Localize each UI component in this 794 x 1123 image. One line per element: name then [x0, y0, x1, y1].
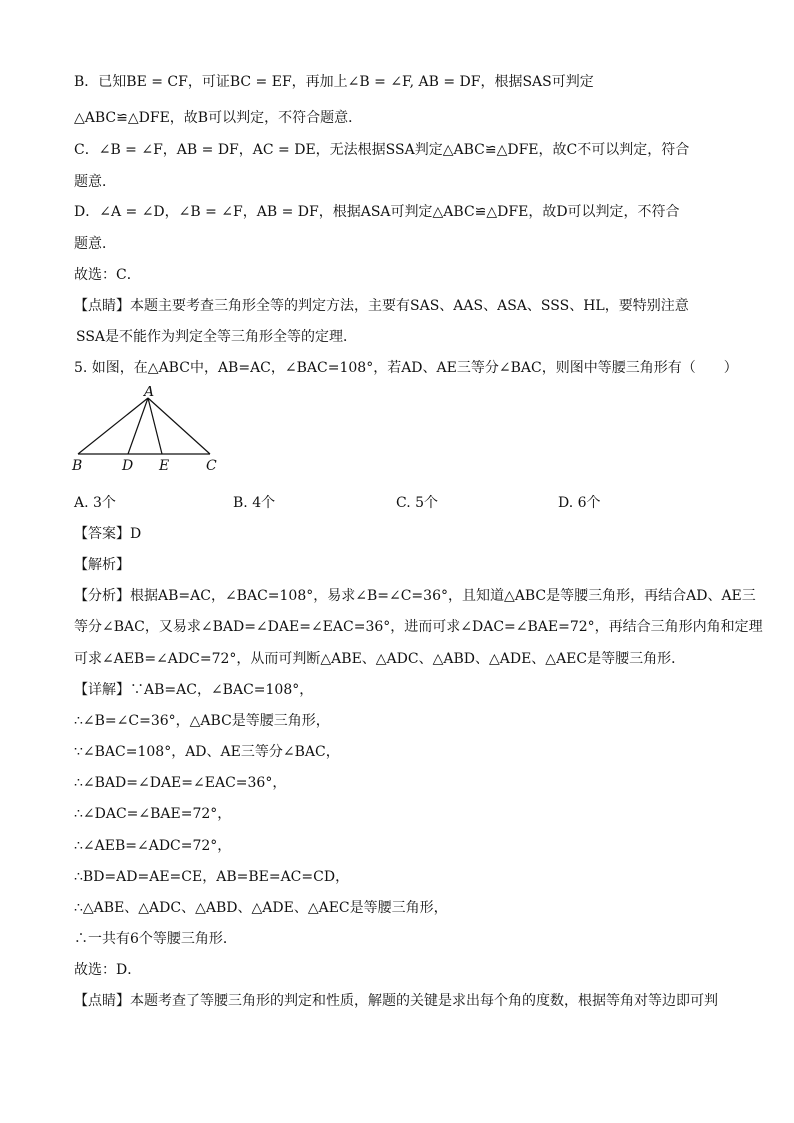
- text-line: SSA是不能作为判定全等三角形全等的定理．: [76, 329, 358, 345]
- text-line: △ABC≌△DFE，故B可以判定，不符合题意．: [74, 110, 363, 126]
- vertex-label-d: D: [122, 458, 134, 474]
- text-line: 题意．: [74, 236, 116, 252]
- text-line: 【点睛】本题考查了等腰三角形的判定和性质，解题的关键是求出每个角的度数，根据等角对等边即可判: [74, 993, 718, 1009]
- text-line: 【详解】∵AB=AC，∠BAC=108°，: [74, 682, 314, 698]
- choice-d: D. 6个: [558, 495, 601, 511]
- triangle-figure: [68, 386, 238, 478]
- text-line: D．∠A = ∠D，∠B = ∠F，AB = DF，根据ASA可判定△ABC≌△DFE，故D可以判定，不符合: [74, 204, 680, 220]
- segment-ae: [148, 398, 162, 454]
- vertex-label-b: B: [72, 458, 83, 474]
- choice-a: A. 3个: [74, 495, 116, 511]
- segment-ac: [148, 398, 210, 454]
- text-line: ∴△ABE、△ADC、△ABD、△ADE、△AEC是等腰三角形，: [74, 900, 448, 916]
- choice-b: B. 4个: [233, 495, 276, 511]
- answer-line: 【答案】D: [74, 526, 142, 542]
- text-line: B．已知BE = CF，可证BC = EF，再加上∠B = ∠F, AB = DF，根据SAS可判定: [74, 74, 594, 90]
- text-line: ∴∠AEB=∠ADC=72°，: [74, 838, 232, 854]
- vertex-label-e: E: [159, 458, 170, 474]
- text-line: ∴∠BAD=∠DAE=∠EAC=36°，: [74, 775, 287, 791]
- text-line: 故选：C．: [74, 267, 141, 283]
- vertex-label-a: A: [144, 386, 155, 400]
- text-line: ∴一共有6个等腰三角形．: [74, 931, 237, 947]
- question-line: 5. 如图，在△ABC中，AB=AC，∠BAC=108°，若AD、AE三等分∠BAC，则图中等腰三角形有（ ）: [74, 360, 738, 376]
- text-line: 故选：D．: [74, 962, 142, 978]
- text-line: 等分∠BAC，又易求∠BAD=∠DAE=∠EAC=36°，进而可求∠DAC=∠BAE=72°，再结合三角形内角和定理: [74, 619, 763, 635]
- vertex-label-c: C: [206, 458, 217, 474]
- text-line: ∴BD=AD=AE=CE，AB=BE=AC=CD，: [74, 869, 350, 885]
- text-line: 可求∠AEB=∠ADC=72°，从而可判断△ABE、△ADC、△ABD、△ADE、△AEC是等腰三角形．: [74, 651, 686, 667]
- text-line: ∵∠BAC=108°，AD、AE三等分∠BAC，: [74, 744, 340, 760]
- text-line: ∴∠B=∠C=36°，△ABC是等腰三角形，: [74, 713, 330, 729]
- choice-c: C. 5个: [396, 495, 439, 511]
- text-line: C．∠B = ∠F，AB = DF，AC = DE，无法根据SSA判定△ABC≌△DFE，故C不可以判定，符合: [74, 142, 690, 158]
- text-line: ∴∠DAC=∠BAE=72°，: [74, 806, 232, 822]
- text-line: 【点睛】本题主要考查三角形全等的判定方法，主要有SAS、AAS、ASA、SSS、HL，要特别注意: [74, 298, 689, 314]
- text-line: 【分析】根据AB=AC，∠BAC=108°，易求∠B=∠C=36°，且知道△ABC是等腰三角形，再结合AD、AE三: [74, 588, 756, 604]
- text-line: 题意．: [74, 174, 116, 190]
- analysis-heading: 【解析】: [74, 557, 130, 573]
